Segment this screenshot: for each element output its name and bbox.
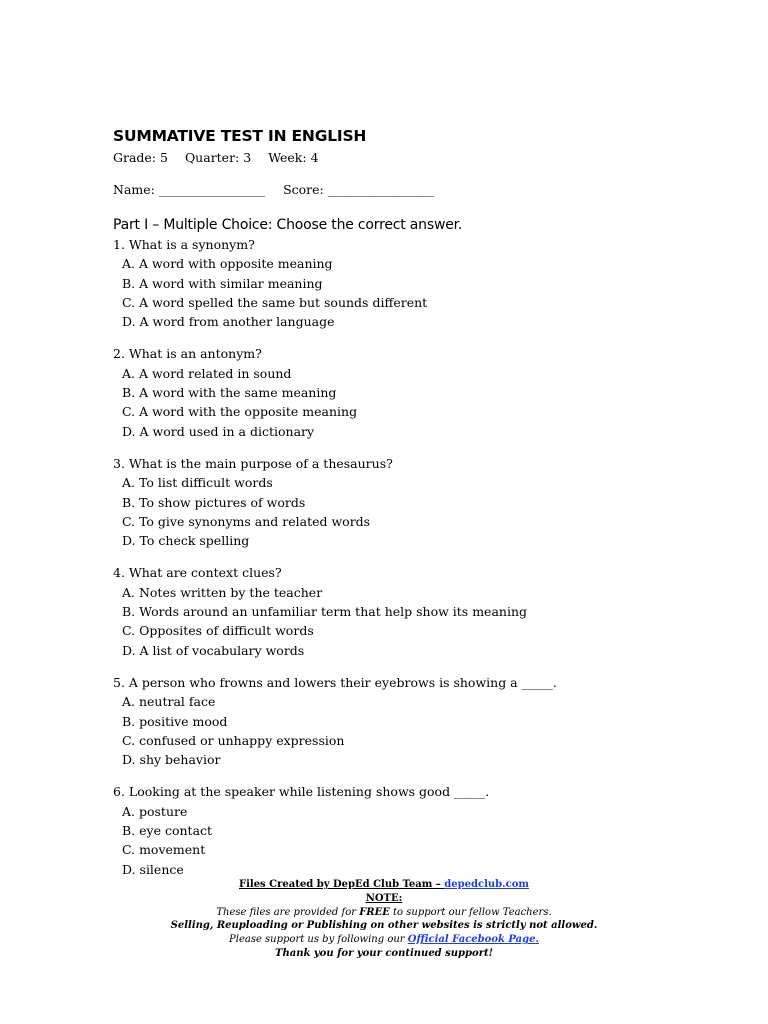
question-text: 4. What are context clues?: [113, 565, 282, 581]
question-text: 5. A person who frowns and lowers their eyebrows is showing a _____.: [113, 674, 557, 690]
choice-a: A. neutral face: [122, 694, 216, 710]
choice-a: A. A word related in sound: [122, 365, 292, 381]
footer-free-line: [0, 906, 768, 920]
choice-c: C. movement: [122, 842, 206, 858]
footer-thanks-line: Thank you for your continued support!: [275, 947, 493, 959]
footer-credit-line: [0, 878, 768, 892]
footer-credit-text: Files Created by DepEd Club Team –: [239, 879, 445, 890]
choice-d: D. A list of vocabulary words: [122, 642, 305, 658]
choice-c: C. To give synonyms and related words: [122, 513, 371, 529]
choice-b: B. To show pictures of words: [122, 494, 306, 510]
question-text: 1. What is a synonym?: [113, 237, 255, 252]
choice-a: A. posture: [122, 803, 188, 819]
choice-c: C. A word with the opposite meaning: [122, 404, 358, 420]
choice-b: B. A word with the same meaning: [122, 385, 337, 401]
choice-b: B. Words around an unfamiliar term that help show its meaning: [122, 604, 527, 620]
document-page: [113, 126, 713, 879]
choice-b: B. A word with similar meaning: [122, 275, 323, 291]
document-title: SUMMATIVE TEST IN ENGLISH: [113, 127, 367, 145]
question-4: [113, 563, 713, 659]
question-text: 6. Looking at the speaker while listening shows good _____.: [113, 784, 490, 800]
choice-c: C. A word spelled the same but sounds different: [122, 294, 428, 310]
choice-b: B. positive mood: [122, 713, 228, 729]
choice-c: C. Opposites of difficult words: [122, 623, 314, 639]
grade-label: Grade: 5: [113, 150, 168, 165]
choice-b: B. eye contact: [122, 823, 213, 839]
question-6: [113, 782, 713, 878]
footer-warning-line: Selling, Reuploading or Publishing on other websites is strictly not allowed.: [170, 920, 598, 932]
choice-d: D. A word from another language: [122, 314, 335, 330]
question-5: [113, 673, 713, 769]
document-footer: [0, 878, 768, 961]
choice-d: D. silence: [122, 861, 184, 877]
week-label: Week: 4: [268, 150, 319, 165]
question-text: 3. What is the main purpose of a thesaurus?: [113, 455, 393, 471]
name-field: Name: _________________: [113, 182, 266, 197]
question-2: [113, 344, 713, 440]
question-list: [113, 235, 713, 879]
choice-c: C. confused or unhappy expression: [122, 732, 345, 748]
name-score-row: [113, 182, 713, 198]
choice-d: D. To check spelling: [122, 533, 250, 549]
choice-a: A. A word with opposite meaning: [122, 256, 333, 272]
footer-free-text-a: These files are provided for: [216, 906, 360, 918]
choice-a: A. To list difficult words: [122, 475, 273, 491]
footer-support-line: [0, 933, 768, 947]
choice-d: D. shy behavior: [122, 752, 221, 768]
question-text: 2. What is an antonym?: [113, 346, 262, 362]
footer-free-emphasis: FREE: [359, 906, 390, 918]
footer-free-text-b: to support our fellow Teachers.: [389, 906, 552, 918]
choice-a: A. Notes written by the teacher: [122, 584, 323, 600]
part1-heading: Part I – Multiple Choice: Choose the correct answer.: [113, 217, 463, 233]
footer-support-text: Please support us by following our: [229, 934, 408, 946]
grade-quarter-week: [113, 150, 713, 166]
quarter-label: Quarter: 3: [184, 150, 252, 165]
choice-d: D. A word used in a dictionary: [122, 423, 315, 439]
question-3: [113, 454, 713, 550]
facebook-page-link[interactable]: Official Facebook Page.: [407, 934, 539, 946]
score-field: Score: _________________: [283, 182, 434, 197]
footer-note-label: NOTE:: [365, 892, 403, 904]
question-1: [113, 235, 713, 331]
depedclub-link[interactable]: depedclub.com: [444, 879, 529, 890]
